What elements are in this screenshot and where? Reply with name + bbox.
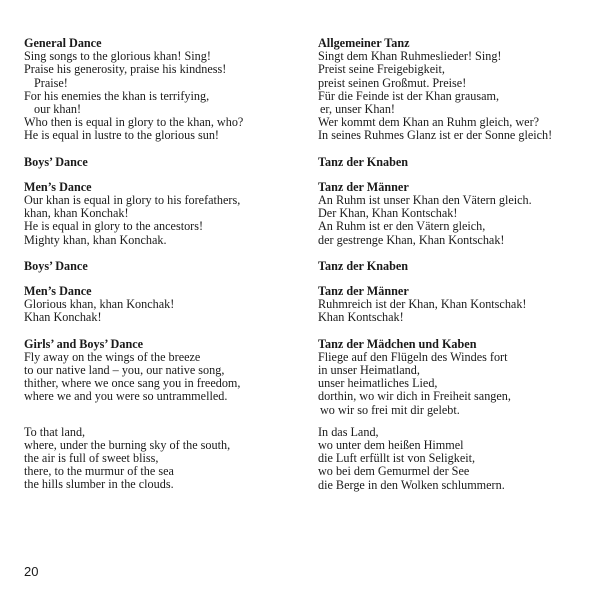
section-heading: Tanz der Männer [318,284,409,299]
lyric-line: Fly away on the wings of the breeze [24,349,201,364]
lyric-line: die Berge in den Wolken schlummern. [318,477,505,492]
section-boys-dance [24,260,294,273]
lyric-line: wo bei dem Gemurmel der See [318,464,470,479]
lyric-line: In seines Ruhmes Glanz ist er der Sonne gleich! [318,128,553,143]
lyric-line: In das Land, [318,424,379,439]
section-heading: Boys’ Dance [24,258,88,273]
section-heading: Tanz der Knaben [318,154,409,169]
section-stanza [318,426,588,492]
lyric-line: An Ruhm ist unser Khan den Vätern gleich. [318,193,532,208]
lyric-line: Praise his generosity, praise his kindness! [24,62,227,77]
section-girls-boys-dance [24,338,294,404]
lyric-line: er, unser Khan! [320,102,395,117]
lyric-line: He is equal in glory to the ancestors! [24,219,204,234]
english-column [24,37,294,492]
lyric-line: To that land, [24,424,86,439]
page-number: 20 [24,564,39,579]
lyric-line: unser heimatliches Lied, [318,376,438,391]
lyric-line: Für die Feinde ist der Khan grausam, [318,88,500,103]
lyric-line: dorthin, wo wir dich in Freiheit sangen, [318,389,511,404]
section-heading: Boys’ Dance [24,154,88,169]
lyric-line: Singt dem Khan Ruhmeslieder! Sing! [318,49,502,64]
lyric-line: there, to the murmur of the sea [24,464,174,479]
lyric-line: Preist seine Freigebigkeit, [318,62,445,77]
section-heading: Tanz der Knaben [318,258,409,273]
lyric-line: He is equal in lustre to the glorious sun! [24,128,219,143]
lyric-line: Glorious khan, khan Konchak! [24,297,175,312]
lyric-line: Fliege auf den Flügeln des Windes fort [318,349,508,364]
lyric-line: where, under the burning sky of the south, [24,437,231,452]
lyric-line: der gestrenge Khan, Khan Kontschak! [318,232,505,247]
section-boys-dance [24,156,294,169]
section-tanz-der-maenner [318,285,588,325]
lyric-line: the air is full of sweet bliss, [24,451,159,466]
lyric-line: to our native land – you, our native song, [24,363,225,378]
lyric-line: Who then is equal in glory to the khan, who? [24,115,244,130]
lyric-line: An Ruhm ist er den Vätern gleich, [318,219,486,234]
section-mens-dance [24,285,294,325]
section-heading: Tanz der Mädchen und Kaben [318,336,477,351]
lyric-line: Mighty khan, khan Konchak. [24,232,167,247]
lyric-line: For his enemies the khan is terrifying, [24,88,210,103]
section-tanz-der-maenner [318,181,588,247]
lyric-line: thither, where we once sang you in freedom, [24,376,241,391]
lyric-line: preist seinen Großmut. Preise! [318,75,467,90]
section-tanz-der-maedchen [318,338,588,417]
lyric-line: Praise! [34,75,68,90]
lyric-line: khan, khan Konchak! [24,206,129,221]
lyric-line: wo unter dem heißen Himmel [318,438,464,453]
section-heading: General Dance [24,36,102,50]
lyric-line: our khan! [34,102,82,117]
lyric-line: Our khan is equal in glory to his forefathers, [24,193,241,208]
section-general-dance [24,37,294,143]
section-heading: Men’s Dance [24,284,92,299]
lyric-line: in unser Heimatland, [318,363,420,378]
lyric-line: Der Khan, Khan Kontschak! [318,206,458,221]
german-column [318,37,588,492]
section-tanz-der-knaben [318,260,588,273]
lyric-line: die Luft erfüllt ist von Seligkeit, [318,451,476,466]
lyric-line: Khan Kontschak! [318,310,404,325]
section-heading: Men’s Dance [24,179,92,194]
section-mens-dance [24,181,294,247]
lyric-line: Khan Konchak! [24,310,102,325]
lyric-line: Wer kommt dem Khan an Ruhm gleich, wer? [318,115,540,130]
section-heading: Tanz der Männer [318,179,409,194]
lyric-line: Ruhmreich ist der Khan, Khan Kontschak! [318,297,527,312]
section-heading: Allgemeiner Tanz [318,36,410,50]
section-tanz-der-knaben [318,156,588,169]
lyric-line: Sing songs to the glorious khan! Sing! [24,49,211,64]
lyric-line: the hills slumber in the clouds. [24,477,174,492]
section-heading: Girls’ and Boys’ Dance [24,336,144,351]
lyric-line: where we and you were so untrammelled. [24,389,228,404]
section-allgemeiner-tanz [318,37,588,143]
lyric-line: wo wir so frei mit dir gelebt. [320,402,460,417]
section-stanza [24,426,294,492]
